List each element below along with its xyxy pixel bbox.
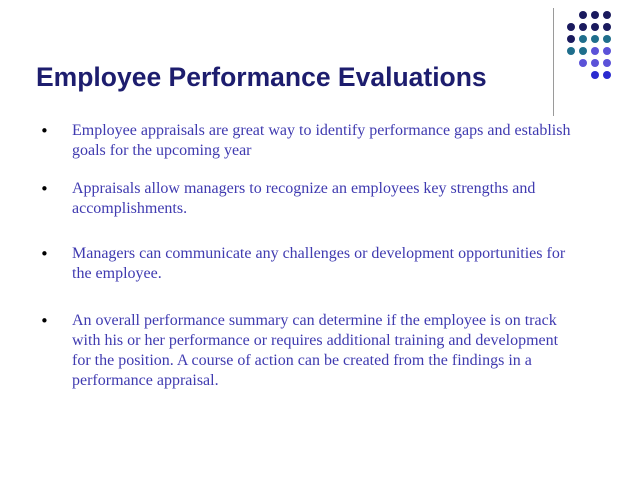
bullet-item	[40, 179, 580, 219]
decorative-dot	[579, 11, 587, 19]
decorative-dot	[579, 23, 587, 31]
decorative-dot	[603, 59, 611, 67]
bullet-item	[40, 121, 580, 161]
decorative-dot	[567, 35, 575, 43]
bullet-text: An overall performance summary can determine if the employee is on track with his or her performance or requires additional training and development for the position. A course of action can be created from the findings in a performance appraisal.	[72, 312, 559, 389]
decorative-dot	[591, 71, 599, 79]
bullet-item	[40, 311, 580, 391]
decorative-dot	[591, 35, 599, 43]
bullet-text: Managers can communicate any challenges or development opportunities for the employee.	[72, 245, 566, 282]
decorative-dot	[603, 23, 611, 31]
decorative-dot	[603, 71, 611, 79]
slide-title: Employee Performance Evaluations	[36, 62, 487, 92]
bullet-text: Employee appraisals are great way to identify performance gaps and establish goals for the upcoming year	[72, 122, 571, 159]
bullet-text: Appraisals allow managers to recognize an employees key strengths and accomplishments.	[72, 180, 536, 217]
decorative-dot	[579, 47, 587, 55]
bullet-icon: •	[40, 122, 49, 140]
decorative-dot	[603, 11, 611, 19]
decorative-dot	[579, 59, 587, 67]
bullet-item	[40, 244, 580, 284]
bullet-icon: •	[40, 312, 49, 330]
decorative-dot	[567, 23, 575, 31]
title-underline	[36, 102, 553, 103]
decorative-dot	[591, 47, 599, 55]
bullet-list	[40, 121, 580, 391]
decorative-dot	[591, 11, 599, 19]
decorative-dot-grid	[567, 11, 615, 104]
decorative-dot	[591, 59, 599, 67]
bullet-icon: •	[40, 245, 49, 263]
vertical-divider	[553, 8, 554, 116]
decorative-dot	[603, 35, 611, 43]
decorative-dot	[591, 23, 599, 31]
decorative-dot	[567, 47, 575, 55]
decorative-dot	[603, 47, 611, 55]
bullet-icon: •	[40, 180, 49, 198]
decorative-dot	[579, 35, 587, 43]
